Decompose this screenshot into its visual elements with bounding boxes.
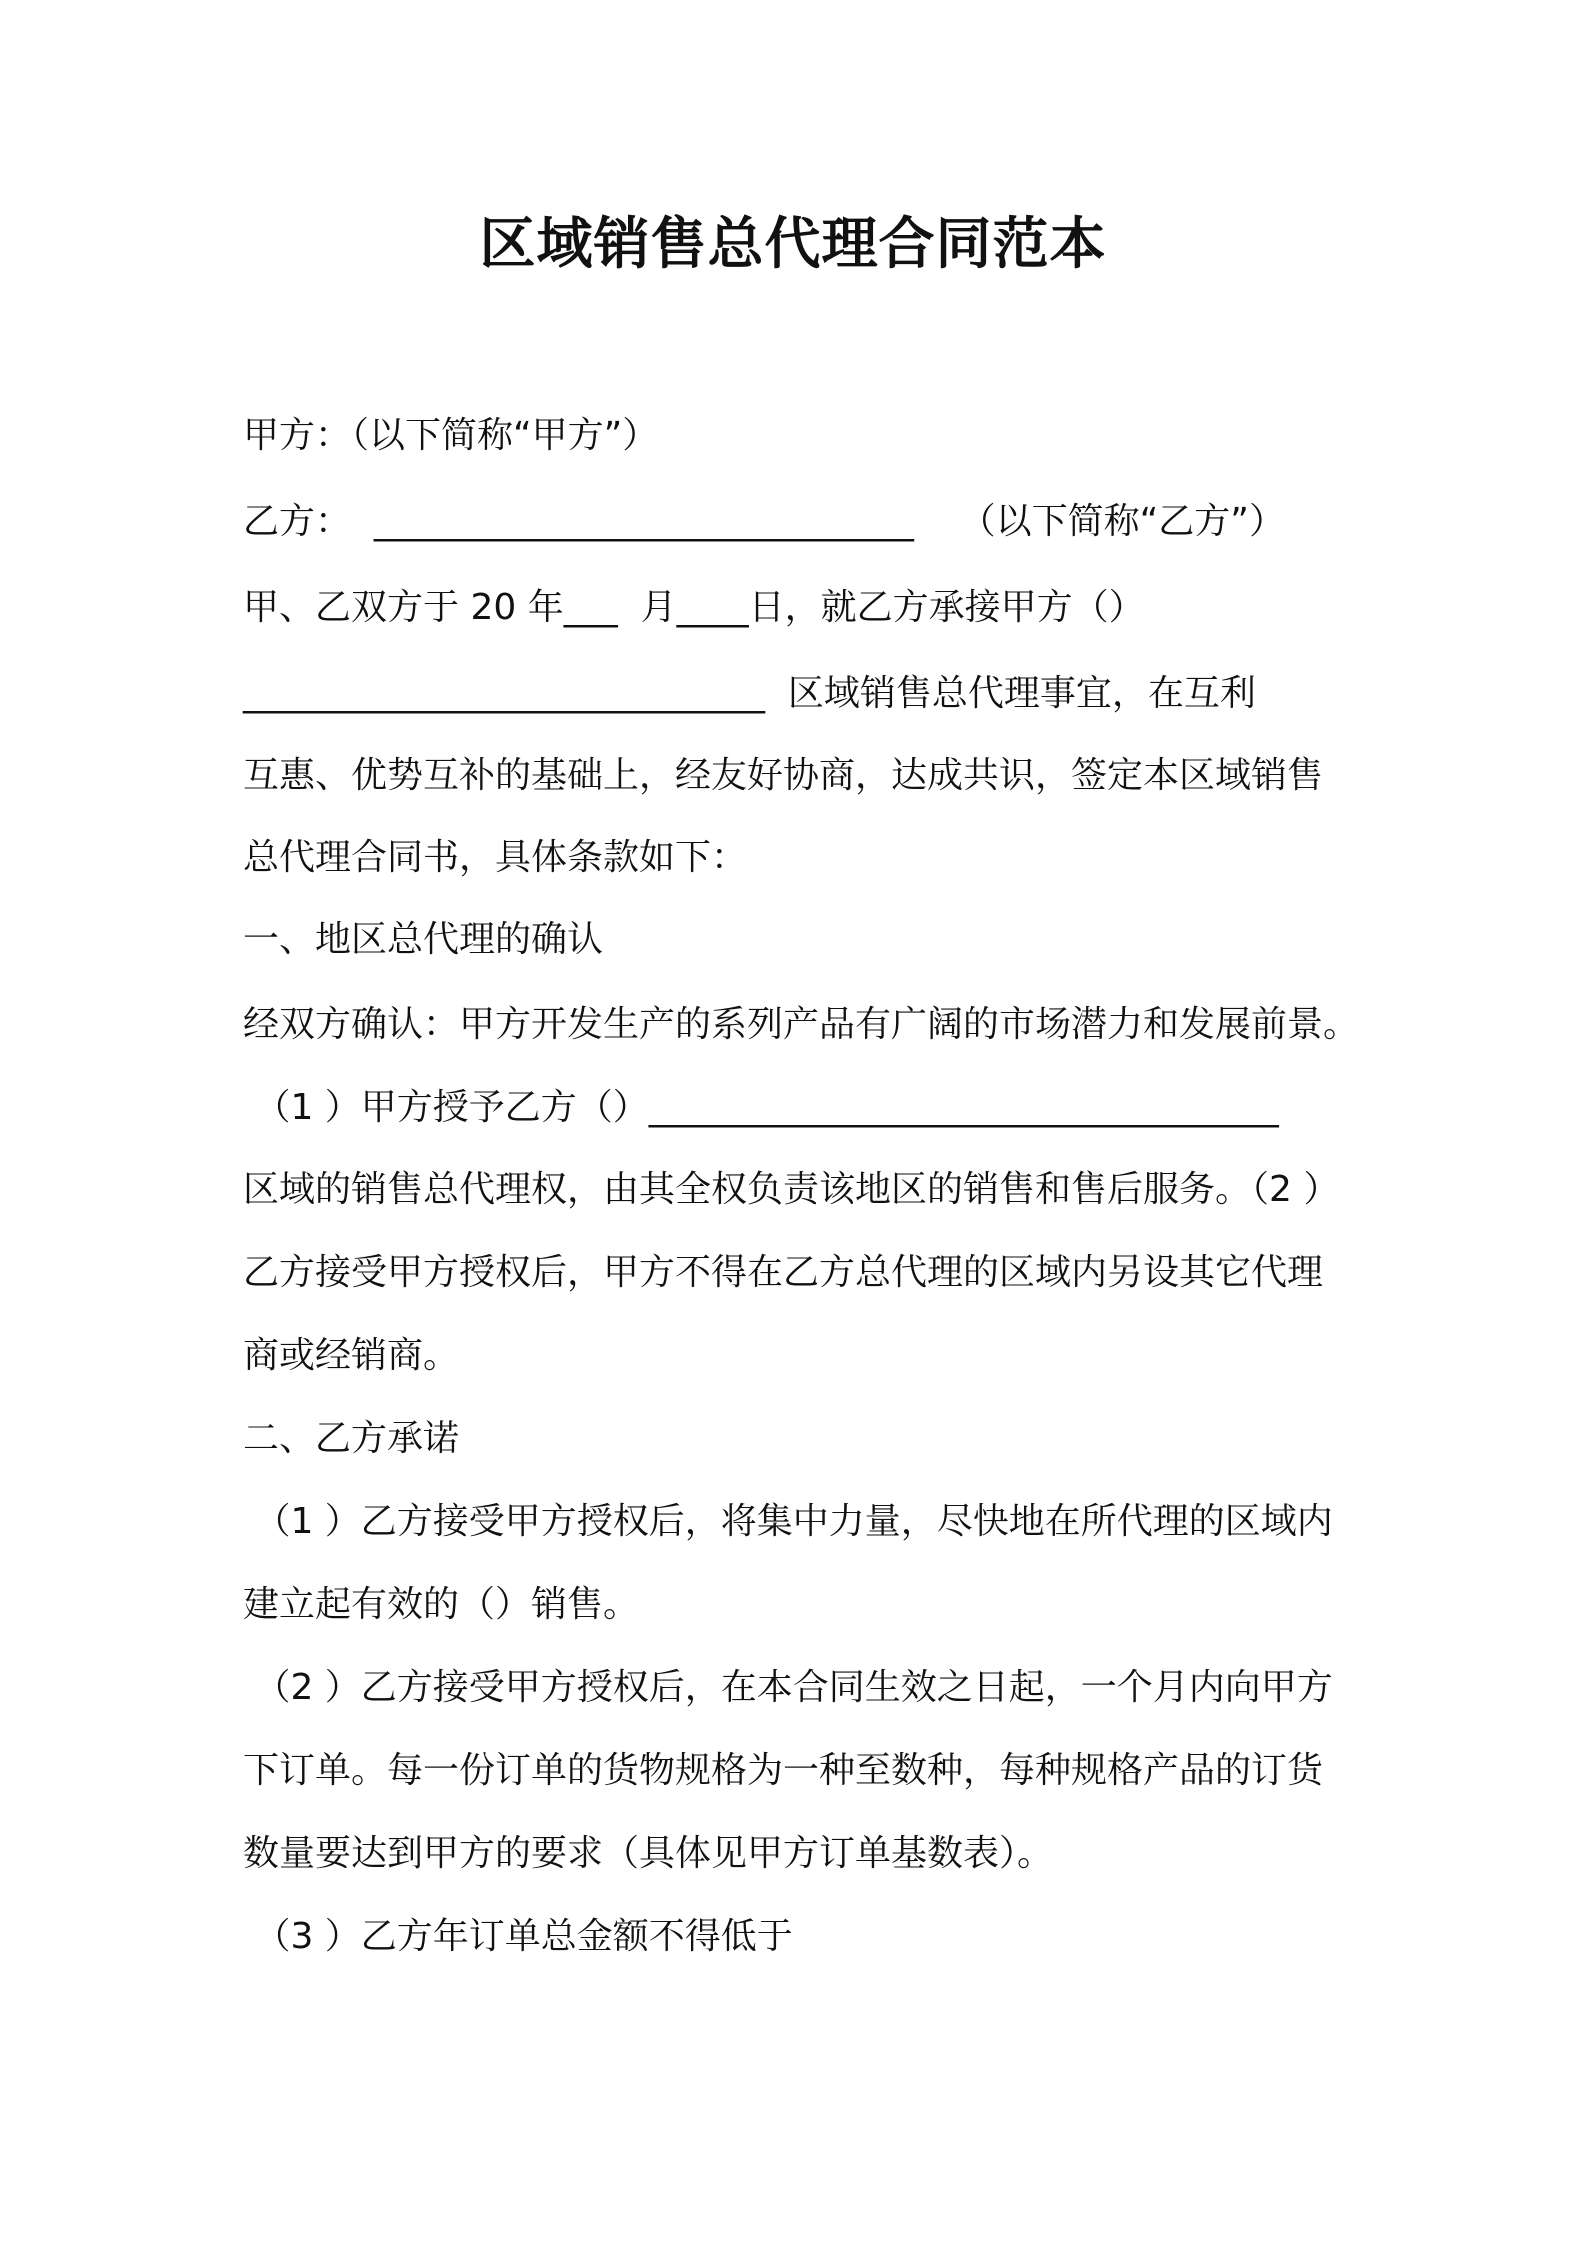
agreement-intro-line: 总代理合同书，具体条款如下： [243,837,748,878]
clause-line: （1 ）甲方授予乙方（）___________________________________ [243,1087,1279,1128]
clause-line: 乙方接受甲方授权后，甲方不得在乙方总代理的区域内另设其它代理 [243,1252,1324,1293]
clause-line: （2 ）乙方接受甲方授权后，在本合同生效之日起，一个月内向甲方 [243,1667,1333,1708]
clause-line: 商或经销商。 [243,1335,460,1376]
section-heading-2: 二、乙方承诺 [243,1418,460,1459]
agreement-intro-line: 甲、乙双方于 20 年___ 月____日，就乙方承接甲方（） [243,587,1145,628]
agreement-intro-line: 互惠、优势互补的基础上，经友好协商，达成共识，签定本区域销售 [243,755,1324,796]
clause-line: 下订单。每一份订单的货物规格为一种至数种，每种规格产品的订货 [243,1750,1324,1791]
clause-line: （1 ）乙方接受甲方授权后，将集中力量，尽快地在所代理的区域内 [243,1501,1333,1542]
clause-line: 数量要达到甲方的要求（具体见甲方订单基数表）。 [243,1833,1054,1874]
section-heading-1: 一、地区总代理的确认 [243,919,604,960]
party-b-line: 乙方： ______________________________ （以下简称“乙方”） [243,501,1285,542]
clause-line: 建立起有效的（）销售。 [243,1584,640,1625]
document-title: 区域销售总代理合同范本 [479,212,1107,277]
clause-line: （3 ）乙方年订单总金额不得低于 [243,1916,793,1957]
agreement-intro-line: _____________________________ 区域销售总代理事宜，在互利 [243,673,1256,714]
party-a-line: 甲方：（以下简称“甲方”） [243,415,659,456]
clause-line: 经双方确认：甲方开发生产的系列产品有广阔的市场潜力和发展前景。 [243,1004,1360,1045]
clause-line: 区域的销售总代理权，由其全权负责该地区的销售和售后服务。（2 ） [243,1169,1340,1210]
